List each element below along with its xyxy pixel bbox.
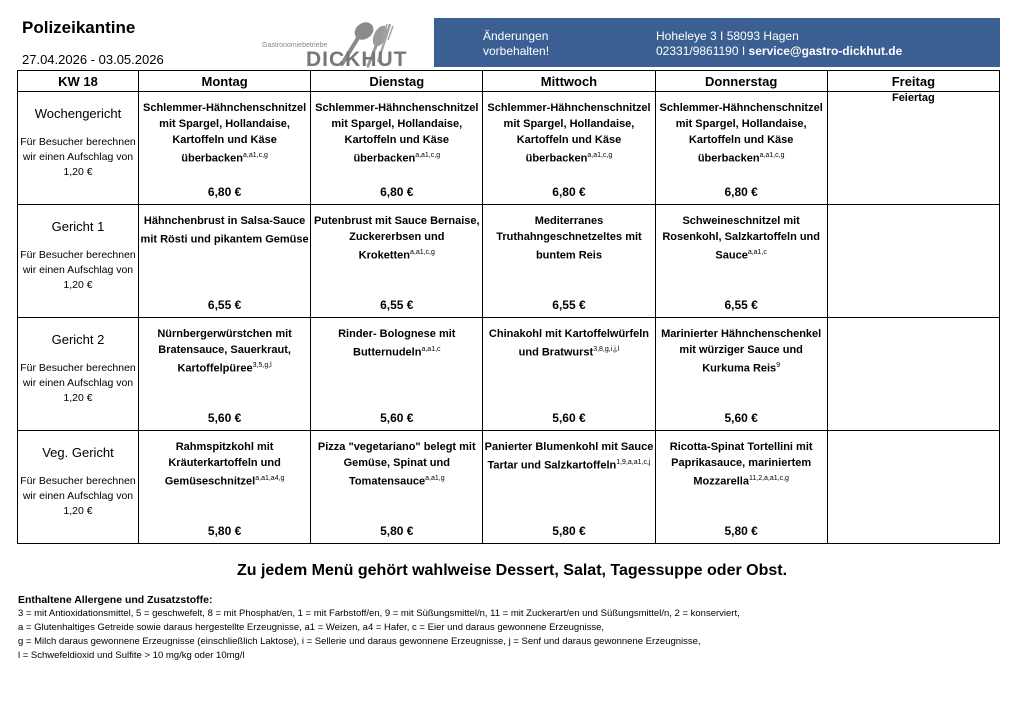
email-link[interactable]: service@gastro-dickhut.de (748, 44, 903, 58)
dish-name: Schlemmer-Hähnchenschnitzel mit Spargel, Hollandaise, Kartoffeln und Käse überbacken (142, 102, 307, 165)
surcharge-note: Für Besucher berechnen wir einen Aufschlag von 1,20 € (20, 475, 136, 517)
weekly-menu-table (17, 70, 1000, 544)
contact-banner (434, 18, 1000, 67)
allergen-codes: 11,2,a,a1,c,g (748, 475, 789, 482)
friday-cell (827, 318, 999, 431)
row-name: Veg. Gericht (42, 445, 114, 460)
allergen-codes: a,a1,c,g (409, 249, 435, 256)
allergen-codes: a,a1,c (747, 249, 767, 256)
menu-row (18, 318, 1000, 431)
price: 5,60 € (724, 411, 758, 425)
dish-text (311, 326, 482, 361)
menu-slogan: Zu jedem Menü gehört wahlweise Dessert, Salat, Tagessuppe oder Obst. (236, 562, 788, 579)
day-header: Dienstag (311, 71, 483, 92)
dish-text (656, 439, 827, 490)
dish-name: Pizza "vegetariano" belegt mit Gemüse, Spinat und Tomatensauce (317, 441, 476, 488)
meal-cell (139, 431, 311, 544)
price: 6,80 € (552, 185, 586, 199)
allergen-codes: a,a1,a4,g (255, 475, 285, 482)
allergen-codes: 3,5,g,l (252, 362, 272, 369)
dish-name: Rinder- Bolognese mit Butternudeln (338, 328, 456, 359)
dish-name: Schlemmer-Hähnchenschnitzel mit Spargel, Hollandaise, Kartoffeln und Käse überbacken (487, 102, 651, 165)
price: 6,55 € (724, 298, 758, 312)
row-name: Gericht 2 (51, 332, 105, 347)
dish-name: Panierter Blumenkohl mit Sauce Tartar und Salzkartoffeln (484, 441, 654, 472)
menu-row (18, 205, 1000, 318)
allergen-codes: 9 (776, 362, 781, 369)
meal-cell (483, 92, 655, 205)
meal-cell (311, 318, 483, 431)
logo-subtitle: Gastronomiebetriebe (262, 42, 328, 49)
price: 5,60 € (207, 411, 242, 425)
table-header-row (18, 71, 1000, 92)
row-header (18, 431, 139, 544)
meal-cell (483, 318, 655, 431)
allergen-codes: a,a1,c,g (759, 152, 785, 159)
dish-name: Rahmspitzkohl mit Kräuterkartoffeln und Gemüseschnitzel (164, 441, 281, 488)
price: 6,55 € (380, 298, 414, 312)
price: 6,80 € (380, 185, 414, 199)
price: 5,80 € (552, 524, 586, 538)
meal-cell (139, 205, 311, 318)
row-name: Gericht 1 (51, 219, 105, 234)
meal-cell (483, 431, 655, 544)
dish-text (139, 439, 310, 490)
dish-text (483, 326, 654, 361)
dish-name: Marinierter Hähnchenschenkel mit würziger Sauce und Kurkuma Reis (661, 328, 822, 375)
dish-name: Putenbrust mit Sauce Bernaise, Zuckererbsen und Kroketten (313, 215, 480, 262)
meal-cell (655, 431, 827, 544)
dish-text (139, 213, 310, 248)
row-header (18, 318, 139, 431)
dish-name: Mediterranes Truthahngeschnetzeltes mit buntem Reis (496, 215, 642, 262)
dish-text (483, 439, 654, 474)
notice-line-2: vorbehalten! (483, 44, 550, 58)
menu-row (18, 92, 1000, 205)
legend-heading: Enthaltene Allergene und Zusatzstoffe: (18, 594, 213, 606)
price: 5,80 € (207, 524, 242, 538)
dish-name: Nürnbergerwürstchen mit Bratensauce, Sauerkraut, Kartoffelpüree (157, 328, 292, 375)
allergen-codes: a,a1,c (421, 346, 441, 353)
menu-row (18, 431, 1000, 544)
dish-text (139, 100, 310, 167)
surcharge-note: Für Besucher berechnen wir einen Aufschlag von 1,20 € (20, 362, 136, 404)
legend-line: g = Milch daraus gewonnene Erzeugnisse (einschließlich Laktose), i = Sellerie und daraus gewonnene Erzeugnisse, j = Senf und daraus gewonnene Erzeugnisse, (18, 636, 701, 647)
notice-line-1: Änderungen (483, 29, 549, 43)
dish-name: Hähnchenbrust in Salsa-Sauce mit Rösti und pikantem Gemüse (140, 215, 309, 246)
dish-text (483, 213, 654, 264)
dish-name: Schlemmer-Hähnchenschnitzel mit Spargel, Hollandaise, Kartoffeln und Käse überbacken (315, 102, 479, 165)
dish-name: Chinakohl mit Kartoffelwürfeln und Bratwurst (488, 328, 650, 359)
dish-text (311, 213, 482, 264)
friday-cell (827, 205, 999, 318)
price: 6,80 € (207, 185, 242, 199)
row-name: Wochengericht (34, 106, 122, 121)
address: Hoheleye 3 I 58093 Hagen (656, 29, 799, 43)
company-logo (262, 18, 408, 71)
row-header (18, 205, 139, 318)
dish-name: Schlemmer-Hähnchenschnitzel mit Spargel, Hollandaise, Kartoffeln und Käse überbacken (659, 102, 823, 165)
legend-line: a = Glutenhaltiges Getreide sowie daraus hergestellte Erzeugnisse, a1 = Weizen, a4 = Hafer, c = Eier und daraus gewonnene Erzeugnisse, (18, 622, 605, 633)
allergen-codes: 3,8,g,i,j,l (593, 346, 620, 353)
logo-name: DICKHUT (306, 48, 408, 71)
dish-name: Ricotta-Spinat Tortellini mit Paprikasauce, mariniertem Mozzarella (669, 441, 813, 488)
legend-line: l = Schwefeldioxid und Sulfite > 10 mg/kg oder 10mg/l (18, 650, 245, 661)
canteen-title: Polizeikantine (22, 18, 136, 37)
meal-cell (655, 318, 827, 431)
price: 5,60 € (552, 411, 586, 425)
legend-line: 3 = mit Antioxidationsmittel, 5 = geschwefelt, 8 = mit Phosphat/en, 1 = mit Farbstoff/en, 9 = mit Süßungsmittel/n, 11 = mit Zuckerart/en und Süßungsmittel/n, 2 = konserviert, (18, 608, 740, 619)
price: 5,60 € (380, 411, 414, 425)
dish-text (483, 100, 654, 167)
day-header: Montag (139, 71, 311, 92)
friday-cell (827, 431, 999, 544)
dish-text (311, 439, 482, 490)
change-notice (483, 29, 549, 59)
allergen-codes: 1,9,a,a1,c,j (616, 459, 651, 466)
dish-text (311, 100, 482, 167)
meal-cell (311, 205, 483, 318)
surcharge-note: Für Besucher berechnen wir einen Aufschlag von 1,20 € (20, 136, 136, 178)
price: 6,55 € (207, 298, 242, 312)
week-label: KW 18 (18, 71, 139, 92)
price: 6,80 € (724, 185, 758, 199)
day-header: Donnerstag (655, 71, 827, 92)
day-header: Freitag (827, 71, 999, 92)
allergen-codes: a,a1,g (425, 475, 445, 482)
meal-cell (655, 205, 827, 318)
price: 5,80 € (380, 524, 414, 538)
day-header: Mittwoch (483, 71, 655, 92)
phone: 02331/9861190 (656, 44, 739, 58)
price: 5,80 € (724, 524, 758, 538)
allergen-legend (18, 593, 740, 663)
contact-info (656, 29, 902, 59)
allergen-codes: a,a1,c,g (587, 152, 613, 159)
date-range: 27.04.2026 - 03.05.2026 (22, 52, 164, 67)
row-header (18, 92, 139, 205)
meal-cell (483, 205, 655, 318)
allergen-codes: a,a1,c,g (415, 152, 441, 159)
price: 6,55 € (552, 298, 586, 312)
allergen-codes: a,a1,c,g (243, 152, 268, 159)
friday-cell: Feiertag (827, 92, 999, 205)
meal-cell (311, 92, 483, 205)
dish-name: Schweineschnitzel mit Rosenkohl, Salzkartoffeln und Sauce (662, 215, 820, 262)
separator: I (738, 44, 749, 58)
surcharge-note: Für Besucher berechnen wir einen Aufschlag von 1,20 € (20, 249, 136, 291)
meal-cell (311, 431, 483, 544)
meal-cell (139, 318, 311, 431)
meal-cell (655, 92, 827, 205)
meal-cell (139, 92, 311, 205)
dish-text (139, 326, 310, 377)
dish-text (656, 326, 827, 377)
dish-text (656, 213, 827, 264)
dish-text (656, 100, 827, 167)
